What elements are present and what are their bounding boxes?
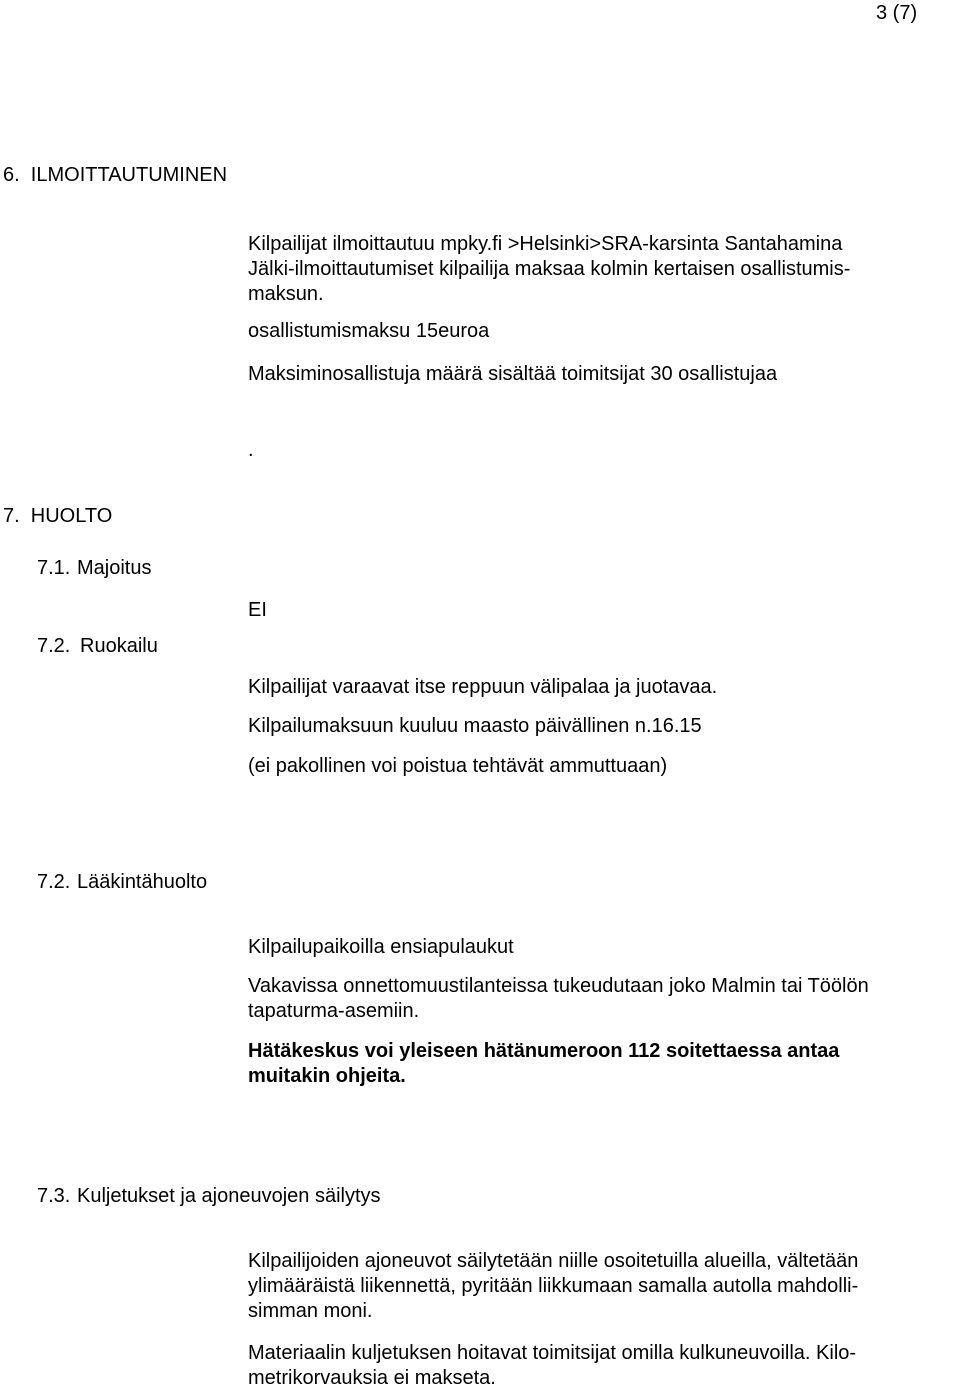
transport-line: Materiaalin kuljetuksen hoitavat toimitsijat omilla kulkuneuvoilla. Kilo- xyxy=(248,1342,857,1364)
subsection-number-medical: 7.2. xyxy=(37,871,71,893)
max-participants: Maksiminosallistuja määrä sisältää toimitsijat 30 osallistujaa xyxy=(248,363,778,385)
stray-dot: . xyxy=(248,439,254,461)
participation-fee: osallistumismaksu 15euroa xyxy=(248,320,490,342)
section-heading-registration: 6. ILMOITTAUTUMINEN xyxy=(3,164,228,186)
catering-line: (ei pakollinen voi poistua tehtävät ammuttuaan) xyxy=(248,755,668,777)
emergency-paragraph xyxy=(248,1039,839,1089)
medical-line: tapaturma-asemiin. xyxy=(248,1000,420,1022)
subsection-title-medical: Lääkintähuolto xyxy=(77,871,208,893)
subsection-number-accommodation: 7.1. xyxy=(37,557,71,579)
transport-paragraph xyxy=(248,1341,856,1391)
catering-line: Kilpailumaksuun kuuluu maasto päivällinen n.16.15 xyxy=(248,715,702,737)
page-number: 3 (7) xyxy=(876,2,918,24)
emergency-line: Hätäkeskus voi yleiseen hätänumeroon 112 soitettaessa antaa xyxy=(248,1040,840,1062)
medical-line: Kilpailupaikoilla ensiapulaukut xyxy=(248,936,514,958)
registration-line: Jälki-ilmoittautumiset kilpailija maksaa kolmin kertaisen osallistumis- xyxy=(248,258,851,280)
medical-paragraph xyxy=(248,974,869,1024)
emergency-line: muitakin ohjeita. xyxy=(248,1065,406,1087)
registration-line: maksun. xyxy=(248,283,324,305)
subsection-number-transport: 7.3. xyxy=(37,1185,71,1207)
transport-line: simman moni. xyxy=(248,1300,373,1322)
transport-line: Kilpailijoiden ajoneuvot säilytetään niille osoitetuilla alueilla, vältetään xyxy=(248,1250,859,1272)
subsection-title-accommodation: Majoitus xyxy=(77,557,152,579)
transport-line: metrikorvauksia ei makseta. xyxy=(248,1367,496,1389)
medical-line: Vakavissa onnettomuustilanteissa tukeudutaan joko Malmin tai Töölön xyxy=(248,975,869,997)
section-heading-maintenance: 7. HUOLTO xyxy=(3,505,113,527)
transport-line: ylimääräistä liikennettä, pyritään liikkumaan samalla autolla mahdolli- xyxy=(248,1275,859,1297)
subsection-title-catering: Ruokailu xyxy=(80,635,158,657)
transport-paragraph xyxy=(248,1249,858,1324)
accommodation-value: EI xyxy=(248,599,267,621)
subsection-title-transport: Kuljetukset ja ajoneuvojen säilytys xyxy=(77,1185,381,1207)
subsection-number-catering: 7.2. xyxy=(37,635,71,657)
registration-line: Kilpailijat ilmoittautuu mpky.fi >Helsinki>SRA-karsinta Santahamina xyxy=(248,233,843,255)
catering-line: Kilpailijat varaavat itse reppuun välipalaa ja juotavaa. xyxy=(248,676,718,698)
registration-paragraph xyxy=(248,232,850,307)
